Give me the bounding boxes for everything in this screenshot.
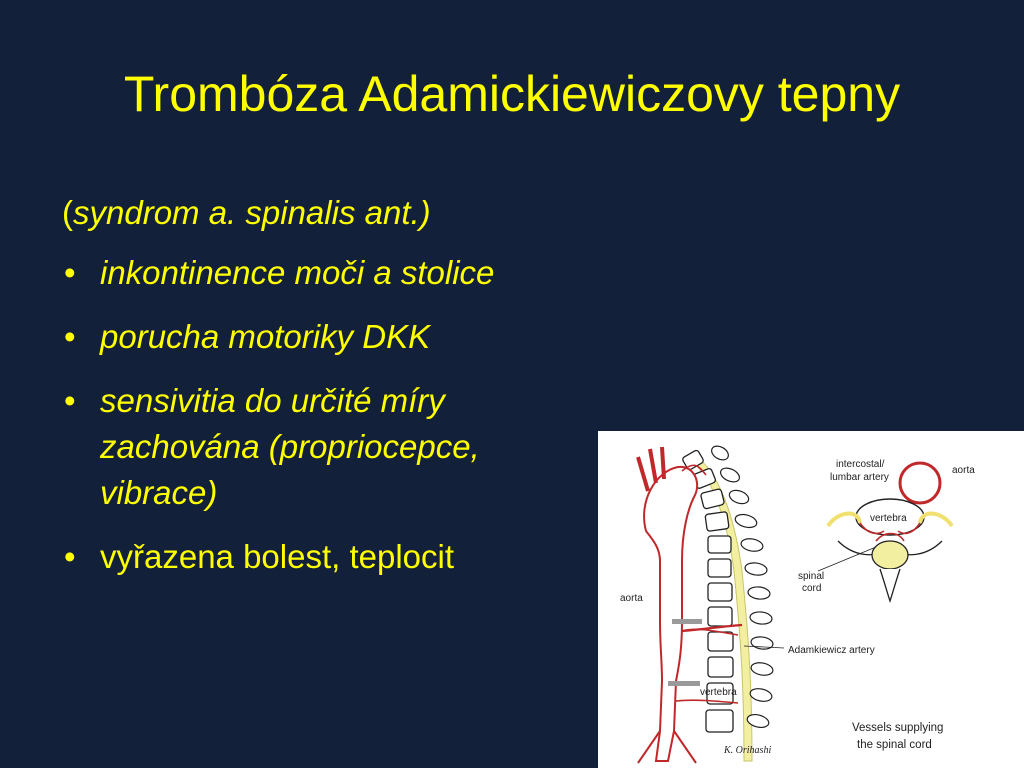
- aorta-shape: [644, 467, 697, 761]
- list-item-text: inkontinence moči a stolice: [100, 254, 495, 291]
- anatomy-illustration: [598, 431, 1024, 768]
- list-item: [62, 378, 540, 516]
- list-item-text: vyřazena bolest, teplocit: [100, 538, 455, 575]
- label-cord: cord: [802, 583, 822, 594]
- bullet-icon: •: [64, 254, 76, 291]
- caption-line-1: Vessels supplying: [852, 722, 944, 734]
- subtitle: [62, 190, 622, 236]
- bullet-icon: •: [64, 318, 76, 355]
- clamp-upper: [672, 619, 702, 624]
- vertebra-cross-section: [828, 463, 952, 601]
- list-item-text: porucha motoriky DKK: [100, 318, 431, 355]
- label-vertebra-bottom: vertebra: [700, 687, 737, 698]
- list-item: [62, 314, 622, 360]
- artist-signature: K. Orihashi: [724, 745, 772, 756]
- subtitle-text: syndrom a. spinalis ant.): [73, 194, 431, 231]
- bullet-icon: •: [64, 538, 76, 575]
- label-aorta-top: aorta: [952, 465, 975, 476]
- subtitle-paren: (: [62, 194, 73, 231]
- bullet-icon: •: [64, 382, 76, 419]
- list-item-text: sensivitia do určité míry zachována (propriocepce, vibrace): [100, 382, 480, 511]
- label-vertebra-top: vertebra: [870, 513, 907, 524]
- list-item: [62, 250, 622, 296]
- caption-line-2: the spinal cord: [857, 739, 932, 751]
- spine-vessels-diagram: [598, 431, 1024, 768]
- list-item: [62, 534, 622, 580]
- bullet-list: [62, 250, 622, 580]
- label-spinal: spinal: [798, 571, 825, 582]
- label-adamkiewicz-artery: Adamkiewicz artery: [788, 645, 875, 656]
- label-aorta-left: aorta: [620, 593, 643, 604]
- label-lumbar-artery: lumbar artery: [830, 472, 889, 483]
- slide-body: [62, 190, 622, 598]
- label-intercostal: intercostal/: [836, 459, 885, 470]
- slide-title: Trombóza Adamickiewiczovy tepny: [123, 66, 901, 122]
- clamp-lower: [668, 681, 700, 686]
